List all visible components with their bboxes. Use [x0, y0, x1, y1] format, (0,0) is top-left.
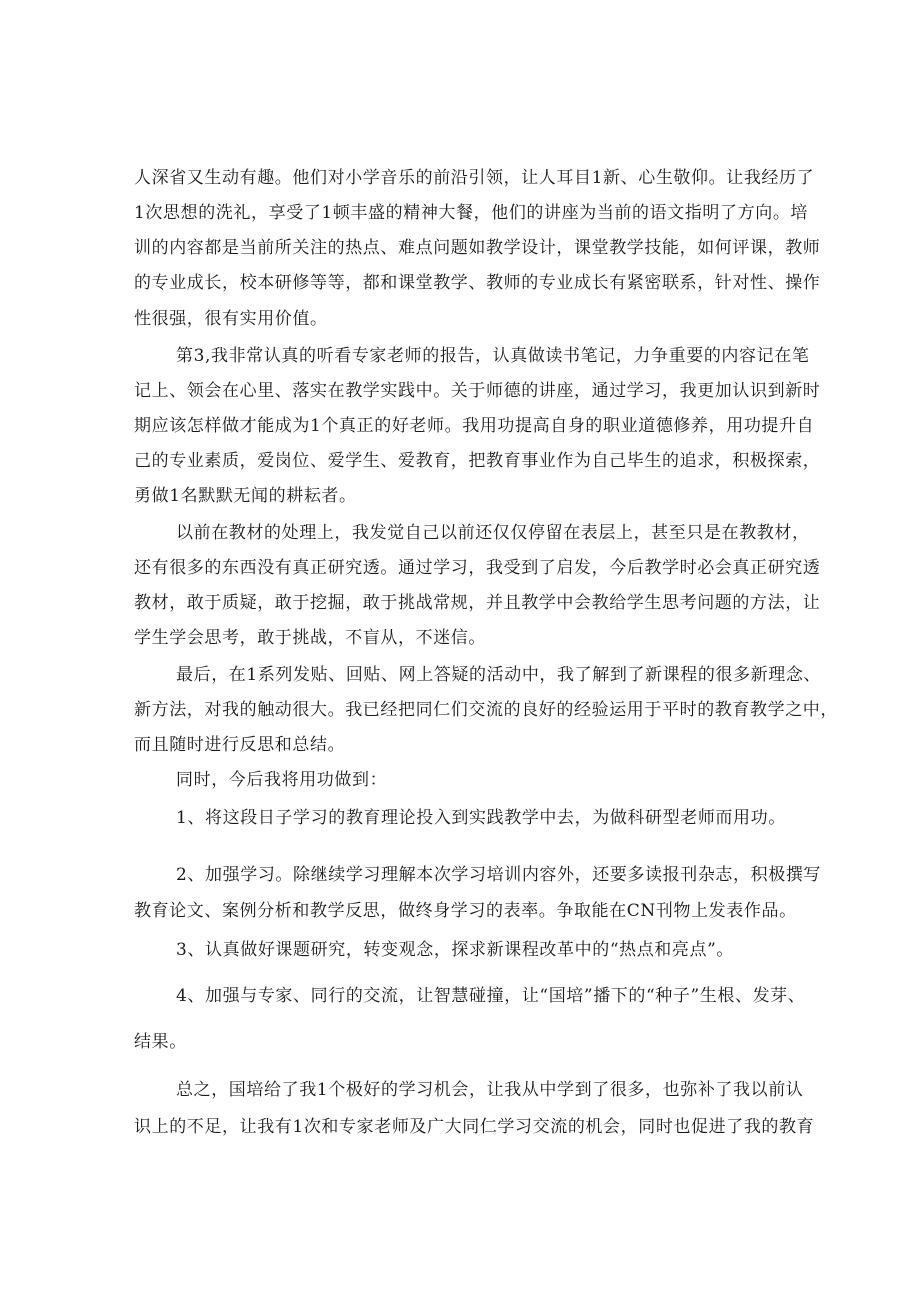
- text-line: 训的内容都是当前所关注的热点、难点问题如教学设计，课堂教学技能，如何评课，教师: [134, 238, 821, 258]
- text-line: 结果。: [134, 1032, 187, 1052]
- text-line: 人深省又生动有趣。他们对小学音乐的前沿引领，让人耳目1新、心生敬仰。让我经历了: [134, 168, 815, 188]
- text-line: 教育论文、案例分析和教学反思，做终身学习的表率。争取能在CN刊物上发表作品。: [134, 901, 797, 921]
- text-line: 同时，今后我将用功做到：: [176, 770, 388, 790]
- text-line: 的专业成长，校本研修等等，都和课堂教学、教师的专业成长有紧密联系，针对性、操作: [134, 273, 821, 293]
- text-line: 教材，敢于质疑，敢于挖掘，敢于挑战常规，并且教学中会教给学生思考问题的方法，让: [134, 593, 821, 613]
- text-line: 1次思想的洗礼，享受了1顿丰盛的精神大餐，他们的讲座为当前的语文指明了方向。培: [134, 203, 809, 223]
- text-line: 识上的不足，让我有1次和专家老师及广大同仁学习交流的机会，同时也促进了我的教育: [134, 1117, 815, 1137]
- text-line: 性很强，很有实用价值。: [134, 309, 328, 329]
- text-line: 以前在教材的处理上，我发觉自己以前还仅仅停留在表层上，甚至只是在教教材，: [176, 523, 810, 543]
- text-line: 己的专业素质，爱岗位、爱学生、爱教育，把教育事业作为自己毕生的追求，积极探索，: [134, 451, 821, 471]
- text-line: 勇做1名默默无闻的耕耘者。: [134, 486, 357, 506]
- text-line: 2、加强学习。除继续学习理解本次学习培训内容外，还要多读报刊杂志，积极撰写: [176, 865, 822, 885]
- text-line: 新方法，对我的触动很大。我已经把同仁们交流的良好的经验运用于平时的教育教学之中，: [134, 700, 838, 720]
- text-line: 学生学会思考，敢于挑战，不盲从，不迷信。: [134, 628, 486, 648]
- text-line: 最后，在1系列发贴、回贴、网上答疑的活动中，我了解到了新课程的很多新理念、: [176, 665, 822, 685]
- text-line: 而且随时进行反思和总结。: [134, 735, 346, 755]
- text-line: 4、加强与专家、同行的交流，让智慧碰撞，让“国培”播下的“种子”生根、发芽、: [176, 986, 806, 1006]
- text-line: 期应该怎样做才能成为1个真正的好老师。我用功提高自身的职业道德修养，用功提升自: [134, 416, 815, 436]
- text-line: 3、认真做好课题研究，转变观念，探求新课程改革中的“热点和亮点”。: [176, 940, 734, 960]
- text-line: 第3,我非常认真的听看专家老师的报告，认真做读书笔记，力争重要的内容记在笔: [176, 346, 810, 366]
- text-line: 总之，国培给了我1个极好的学习机会，让我从中学到了很多，也弥补了我以前认: [176, 1080, 804, 1100]
- text-line: 记上、领会在心里、落实在教学实践中。关于师德的讲座，通过学习，我更加认识到新时: [134, 381, 821, 401]
- text-line: 还有很多的东西没有真正研究透。通过学习，我受到了启发，今后教学时必会真正研究透: [134, 558, 821, 578]
- text-line: 1、将这段日子学习的教育理论投入到实践教学中去，为做科研型老师而用功。: [176, 808, 786, 828]
